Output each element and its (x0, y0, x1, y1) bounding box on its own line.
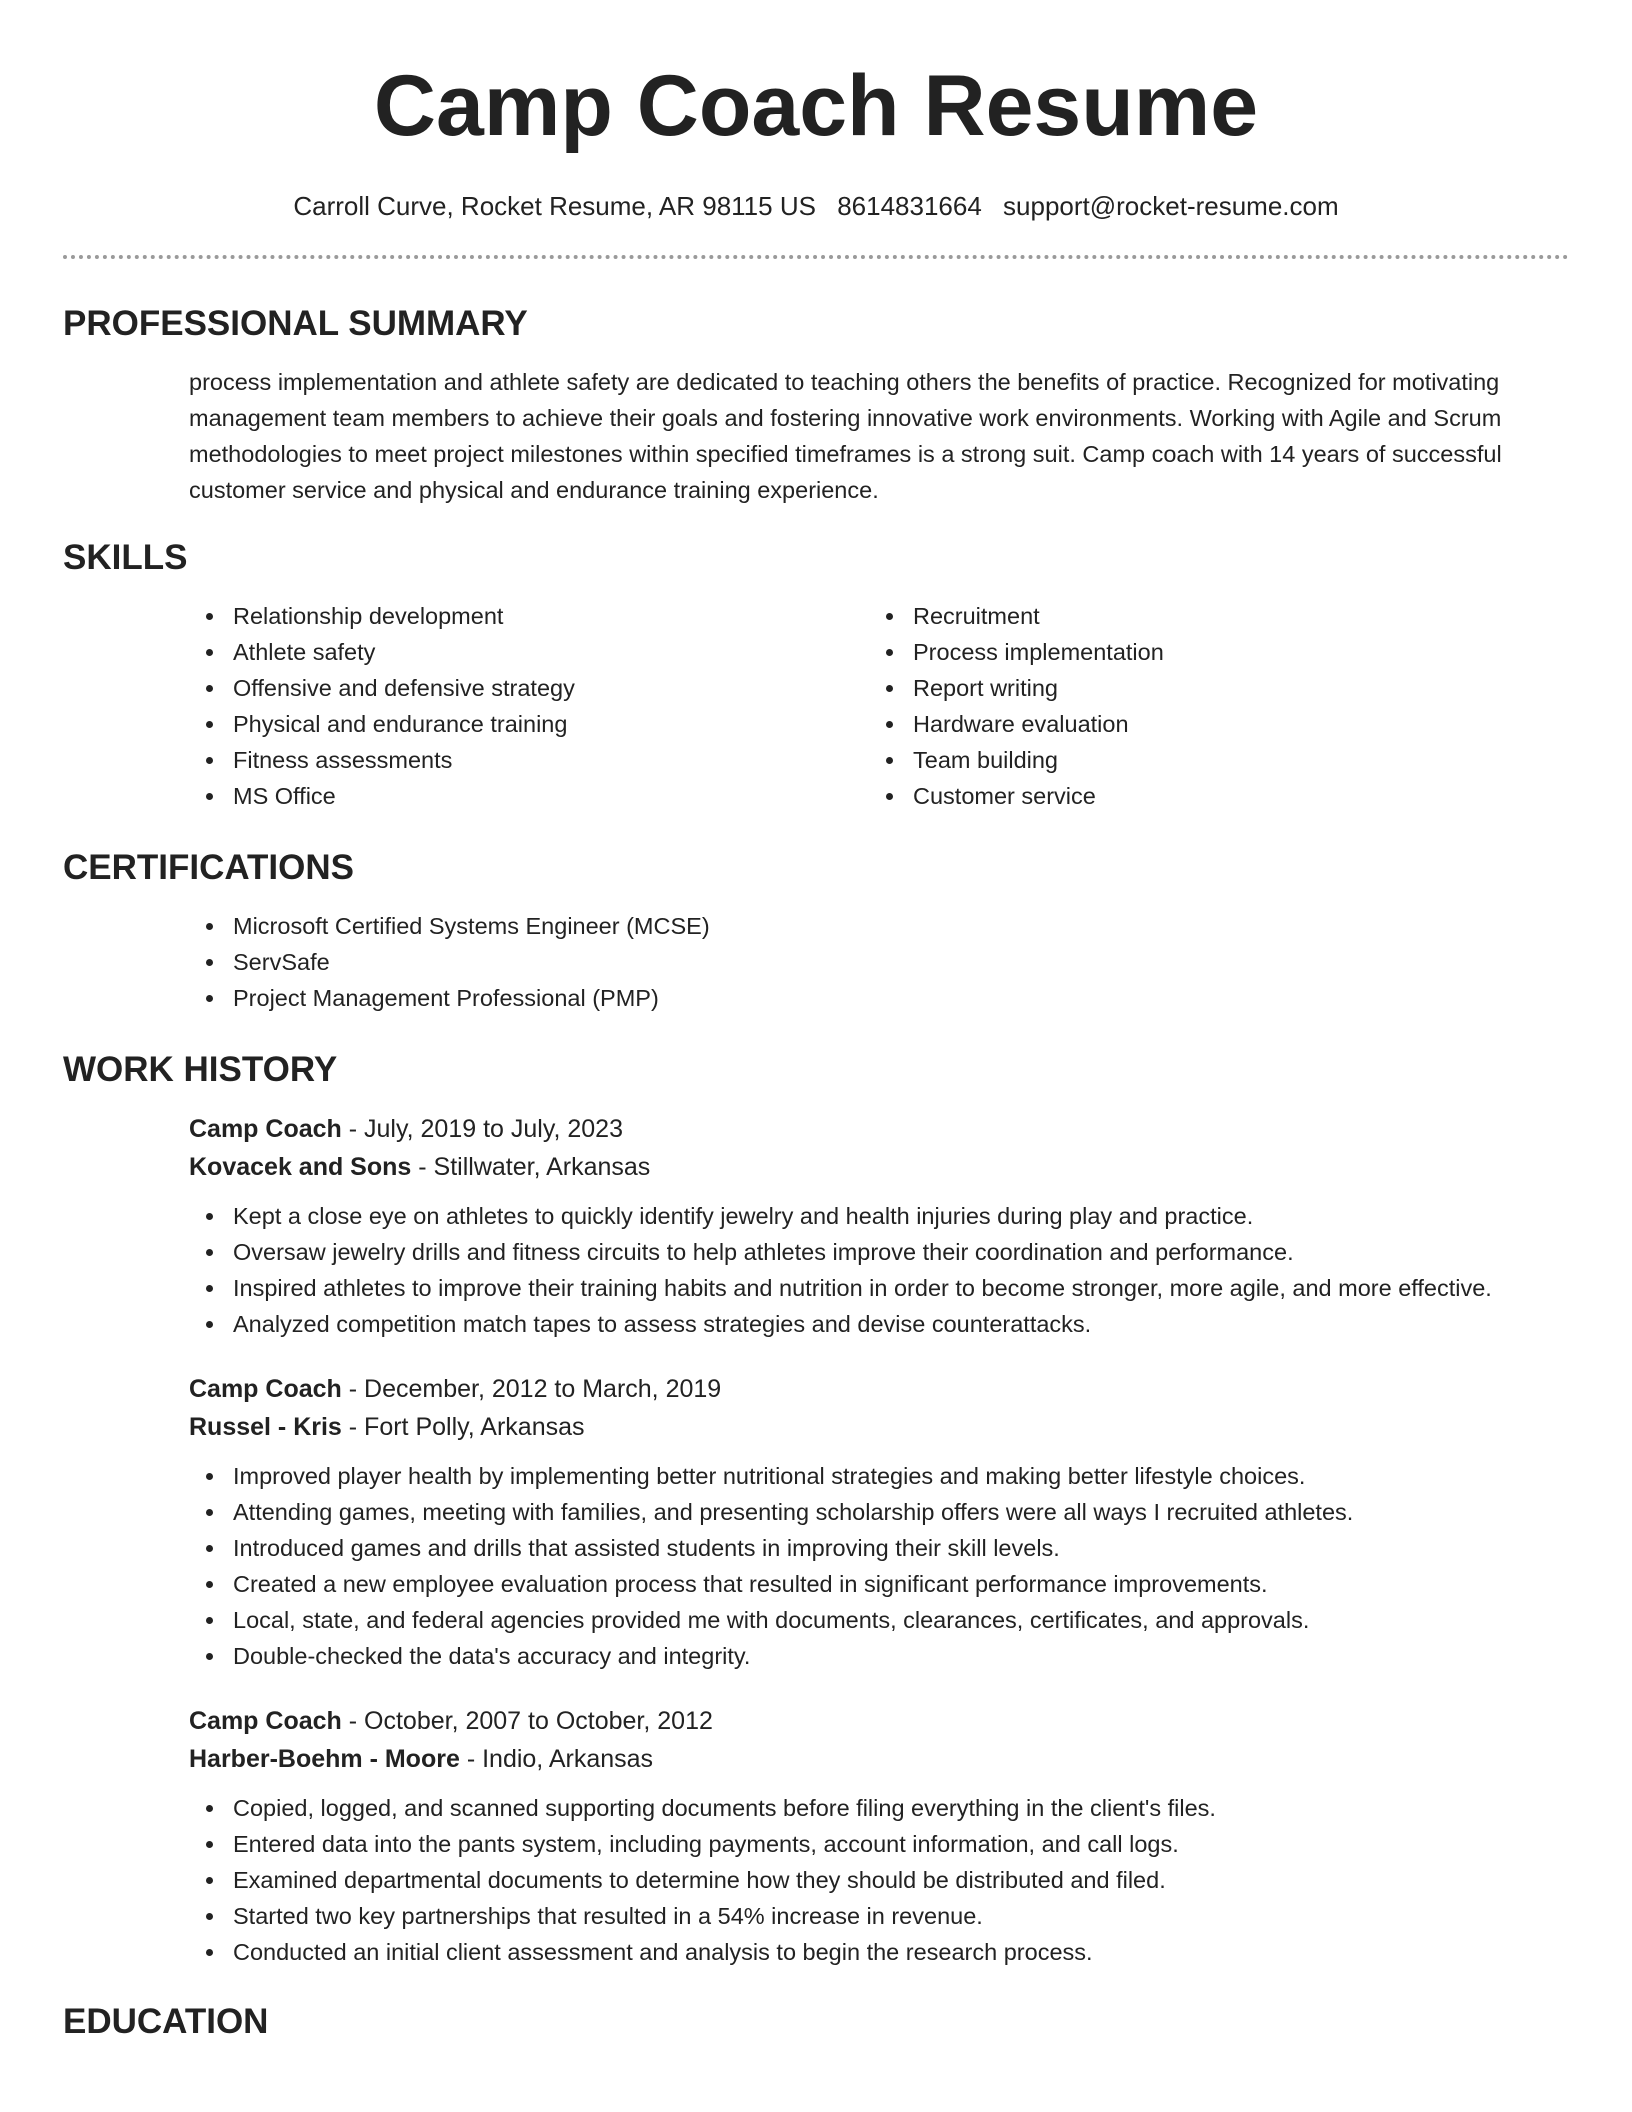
list-item: Customer service (869, 778, 1549, 814)
job-title: Camp Coach (189, 1707, 342, 1735)
contact-email: support@rocket-resume.com (1003, 191, 1339, 221)
list-item: ServSafe (189, 944, 1632, 980)
list-item: Athlete safety (189, 634, 869, 670)
list-item: Analyzed competition match tapes to assess strategies and devise counterattacks. (189, 1306, 1632, 1342)
job-dates: - October, 2007 to October, 2012 (341, 1707, 713, 1735)
list-item: Examined departmental documents to determine how they should be distributed and filed. (189, 1862, 1632, 1898)
job-bullets (189, 1790, 1632, 1970)
job-company: Kovacek and Sons (189, 1153, 412, 1181)
certifications-list (189, 908, 1632, 1016)
job-company-line (189, 1408, 1632, 1446)
job-dates: - December, 2012 to March, 2019 (341, 1375, 722, 1403)
job-dates: - July, 2019 to July, 2023 (341, 1115, 623, 1143)
list-item: Double-checked the data's accuracy and integrity. (189, 1638, 1632, 1674)
list-item: Relationship development (189, 598, 869, 634)
job-entry (189, 1110, 1632, 1342)
list-item: Kept a close eye on athletes to quickly identify jewelry and health injuries during play and practice. (189, 1198, 1632, 1234)
contact-phone: 8614831664 (837, 191, 982, 221)
list-item: Introduced games and drills that assisted students in improving their skill levels. (189, 1530, 1632, 1566)
list-item: Recruitment (869, 598, 1549, 634)
skills-column-right (869, 598, 1549, 814)
resume-title: Camp Coach Resume (373, 58, 1259, 154)
job-bullets (189, 1198, 1632, 1342)
skills-list (189, 598, 1632, 814)
job-title: Camp Coach (189, 1115, 342, 1143)
list-item: Offensive and defensive strategy (189, 670, 869, 706)
contact-address: Carroll Curve, Rocket Resume, AR 98115 US (293, 191, 816, 221)
list-item: Hardware evaluation (869, 706, 1549, 742)
list-item: Created a new employee evaluation process that resulted in significant performance improvements. (189, 1566, 1632, 1602)
list-item: MS Office (189, 778, 869, 814)
list-item: Fitness assessments (189, 742, 869, 778)
list-item: Oversaw jewelry drills and fitness circuits to help athletes improve their coordination and performance. (189, 1234, 1632, 1270)
list-item: Improved player health by implementing better nutritional strategies and making better lifestyle choices. (189, 1458, 1632, 1494)
list-item: Project Management Professional (PMP) (189, 980, 1632, 1016)
list-item: Report writing (869, 670, 1549, 706)
job-entry (189, 1702, 1632, 1970)
section-title-skills: SKILLS (63, 538, 188, 577)
job-location: - Indio, Arkansas (459, 1745, 654, 1773)
job-company-line (189, 1740, 1632, 1778)
list-item: Physical and endurance training (189, 706, 869, 742)
section-title-certifications: CERTIFICATIONS (63, 848, 355, 887)
list-item: Inspired athletes to improve their training habits and nutrition in order to become stronger, more agile, and more effective. (189, 1270, 1632, 1306)
job-location: - Stillwater, Arkansas (411, 1153, 651, 1181)
job-company-line (189, 1148, 1632, 1186)
list-item: Team building (869, 742, 1549, 778)
list-item: Local, state, and federal agencies provided me with documents, clearances, certificates, and approvals. (189, 1602, 1632, 1638)
summary-text: process implementation and athlete safety are dedicated to teaching others the benefits of practice. Recognized for motivating management team members to achieve their goals and fostering innovative work environments. Working with Agile and Scrum methodologies to meet project milestones within specified timeframes is a strong suit. Camp coach with 14 years of successful customer service and physical and endurance training experience. (189, 369, 1502, 503)
list-item: Entered data into the pants system, including payments, account information, and call logs. (189, 1826, 1632, 1862)
section-title-education: EDUCATION (63, 2002, 269, 2041)
job-location: - Fort Polly, Arkansas (341, 1413, 585, 1441)
list-item: Copied, logged, and scanned supporting documents before filing everything in the client's files. (189, 1790, 1632, 1826)
job-bullets (189, 1458, 1632, 1674)
job-company: Harber-Boehm - Moore (189, 1745, 460, 1773)
list-item: Attending games, meeting with families, and presenting scholarship offers were all ways I recruited athletes. (189, 1494, 1632, 1530)
section-title-work-history: WORK HISTORY (63, 1050, 338, 1089)
section-title-summary: PROFESSIONAL SUMMARY (63, 304, 528, 343)
job-title: Camp Coach (189, 1375, 342, 1403)
job-title-line (189, 1370, 1632, 1408)
contact-line (0, 190, 1632, 222)
list-item: Microsoft Certified Systems Engineer (MCSE) (189, 908, 1632, 944)
job-title-line (189, 1702, 1632, 1740)
list-item: Process implementation (869, 634, 1549, 670)
skills-column-left (189, 598, 869, 814)
job-company: Russel - Kris (189, 1413, 342, 1441)
job-title-line (189, 1110, 1632, 1148)
list-item: Conducted an initial client assessment and analysis to begin the research process. (189, 1934, 1632, 1970)
job-entry (189, 1370, 1632, 1674)
list-item: Started two key partnerships that resulted in a 54% increase in revenue. (189, 1898, 1632, 1934)
